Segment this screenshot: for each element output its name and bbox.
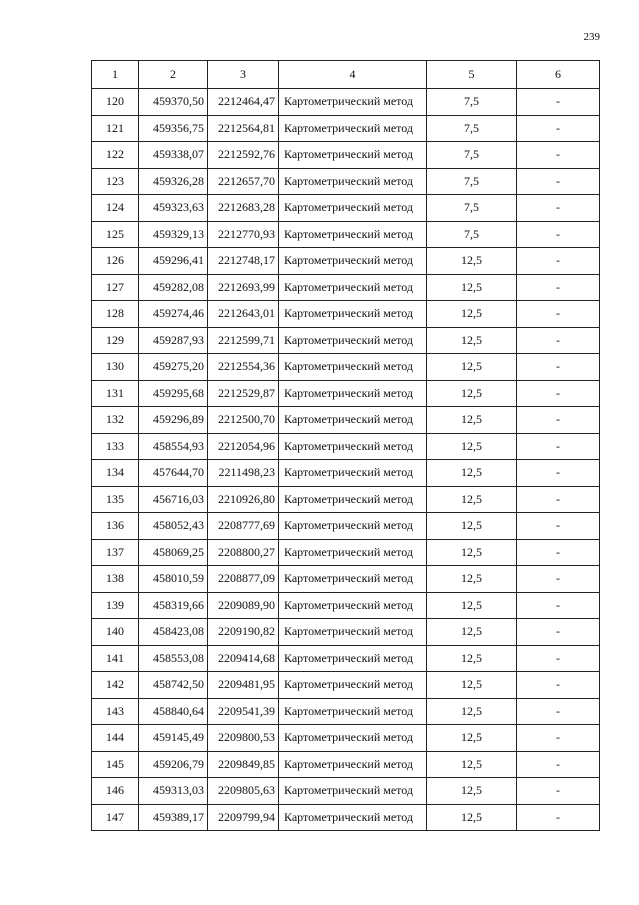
x-coordinate-cell: 459323,63 bbox=[139, 195, 208, 222]
note-cell: - bbox=[517, 751, 600, 778]
method-cell: Картометрический метод bbox=[279, 486, 427, 513]
x-coordinate-cell: 458742,50 bbox=[139, 672, 208, 699]
accuracy-cell: 7,5 bbox=[427, 142, 517, 169]
method-cell: Картометрический метод bbox=[279, 566, 427, 593]
method-cell: Картометрический метод bbox=[279, 645, 427, 672]
y-coordinate-cell: 2212599,71 bbox=[208, 327, 279, 354]
point-number-cell: 131 bbox=[92, 380, 139, 407]
note-cell: - bbox=[517, 672, 600, 699]
y-coordinate-cell: 2212770,93 bbox=[208, 221, 279, 248]
table-row bbox=[92, 274, 600, 301]
point-number-cell: 127 bbox=[92, 274, 139, 301]
table-row bbox=[92, 698, 600, 725]
x-coordinate-cell: 458010,59 bbox=[139, 566, 208, 593]
y-coordinate-cell: 2209190,82 bbox=[208, 619, 279, 646]
note-cell: - bbox=[517, 725, 600, 752]
point-number-cell: 133 bbox=[92, 433, 139, 460]
note-cell: - bbox=[517, 221, 600, 248]
note-cell: - bbox=[517, 433, 600, 460]
point-number-cell: 138 bbox=[92, 566, 139, 593]
x-coordinate-cell: 459145,49 bbox=[139, 725, 208, 752]
accuracy-cell: 12,5 bbox=[427, 592, 517, 619]
note-cell: - bbox=[517, 195, 600, 222]
method-cell: Картометрический метод bbox=[279, 751, 427, 778]
y-coordinate-cell: 2209541,39 bbox=[208, 698, 279, 725]
note-cell: - bbox=[517, 592, 600, 619]
table-row bbox=[92, 513, 600, 540]
point-number-cell: 126 bbox=[92, 248, 139, 275]
table-row bbox=[92, 486, 600, 513]
table-row bbox=[92, 195, 600, 222]
note-cell: - bbox=[517, 407, 600, 434]
method-cell: Картометрический метод bbox=[279, 380, 427, 407]
method-cell: Картометрический метод bbox=[279, 142, 427, 169]
note-cell: - bbox=[517, 327, 600, 354]
note-cell: - bbox=[517, 354, 600, 381]
table-row bbox=[92, 645, 600, 672]
point-number-cell: 130 bbox=[92, 354, 139, 381]
point-number-cell: 145 bbox=[92, 751, 139, 778]
method-cell: Картометрический метод bbox=[279, 804, 427, 831]
y-coordinate-cell: 2209849,85 bbox=[208, 751, 279, 778]
note-cell: - bbox=[517, 460, 600, 487]
point-number-cell: 122 bbox=[92, 142, 139, 169]
point-number-cell: 123 bbox=[92, 168, 139, 195]
point-number-cell: 142 bbox=[92, 672, 139, 699]
method-cell: Картометрический метод bbox=[279, 592, 427, 619]
point-number-cell: 141 bbox=[92, 645, 139, 672]
table-row bbox=[92, 142, 600, 169]
y-coordinate-cell: 2212592,76 bbox=[208, 142, 279, 169]
point-number-cell: 125 bbox=[92, 221, 139, 248]
method-cell: Картометрический метод bbox=[279, 301, 427, 328]
x-coordinate-cell: 459389,17 bbox=[139, 804, 208, 831]
accuracy-cell: 12,5 bbox=[427, 566, 517, 593]
page-number: 239 bbox=[583, 31, 600, 43]
x-coordinate-cell: 459287,93 bbox=[139, 327, 208, 354]
table-row bbox=[92, 778, 600, 805]
method-cell: Картометрический метод bbox=[279, 407, 427, 434]
accuracy-cell: 12,5 bbox=[427, 380, 517, 407]
accuracy-cell: 7,5 bbox=[427, 168, 517, 195]
accuracy-cell: 12,5 bbox=[427, 274, 517, 301]
header-cell-col6: 6 bbox=[517, 61, 600, 89]
note-cell: - bbox=[517, 274, 600, 301]
accuracy-cell: 7,5 bbox=[427, 195, 517, 222]
x-coordinate-cell: 459296,41 bbox=[139, 248, 208, 275]
point-number-cell: 128 bbox=[92, 301, 139, 328]
y-coordinate-cell: 2212529,87 bbox=[208, 380, 279, 407]
note-cell: - bbox=[517, 486, 600, 513]
accuracy-cell: 12,5 bbox=[427, 672, 517, 699]
method-cell: Картометрический метод bbox=[279, 354, 427, 381]
table-row bbox=[92, 89, 600, 116]
note-cell: - bbox=[517, 301, 600, 328]
table-row bbox=[92, 407, 600, 434]
table-row bbox=[92, 566, 600, 593]
y-coordinate-cell: 2210926,80 bbox=[208, 486, 279, 513]
note-cell: - bbox=[517, 115, 600, 142]
coordinates-table bbox=[91, 60, 600, 831]
y-coordinate-cell: 2212683,28 bbox=[208, 195, 279, 222]
y-coordinate-cell: 2212643,01 bbox=[208, 301, 279, 328]
x-coordinate-cell: 459356,75 bbox=[139, 115, 208, 142]
y-coordinate-cell: 2212554,36 bbox=[208, 354, 279, 381]
x-coordinate-cell: 457644,70 bbox=[139, 460, 208, 487]
y-coordinate-cell: 2209481,95 bbox=[208, 672, 279, 699]
note-cell: - bbox=[517, 645, 600, 672]
x-coordinate-cell: 459313,03 bbox=[139, 778, 208, 805]
table-row bbox=[92, 380, 600, 407]
accuracy-cell: 12,5 bbox=[427, 513, 517, 540]
x-coordinate-cell: 459282,08 bbox=[139, 274, 208, 301]
method-cell: Картометрический метод bbox=[279, 778, 427, 805]
y-coordinate-cell: 2212464,47 bbox=[208, 89, 279, 116]
accuracy-cell: 12,5 bbox=[427, 248, 517, 275]
point-number-cell: 134 bbox=[92, 460, 139, 487]
accuracy-cell: 12,5 bbox=[427, 327, 517, 354]
point-number-cell: 124 bbox=[92, 195, 139, 222]
table-row bbox=[92, 248, 600, 275]
y-coordinate-cell: 2208877,09 bbox=[208, 566, 279, 593]
point-number-cell: 120 bbox=[92, 89, 139, 116]
accuracy-cell: 7,5 bbox=[427, 221, 517, 248]
x-coordinate-cell: 458840,64 bbox=[139, 698, 208, 725]
accuracy-cell: 12,5 bbox=[427, 407, 517, 434]
method-cell: Картометрический метод bbox=[279, 221, 427, 248]
point-number-cell: 137 bbox=[92, 539, 139, 566]
accuracy-cell: 12,5 bbox=[427, 698, 517, 725]
x-coordinate-cell: 458554,93 bbox=[139, 433, 208, 460]
accuracy-cell: 12,5 bbox=[427, 539, 517, 566]
x-coordinate-cell: 458319,66 bbox=[139, 592, 208, 619]
method-cell: Картометрический метод bbox=[279, 89, 427, 116]
method-cell: Картометрический метод bbox=[279, 460, 427, 487]
note-cell: - bbox=[517, 89, 600, 116]
x-coordinate-cell: 458052,43 bbox=[139, 513, 208, 540]
method-cell: Картометрический метод bbox=[279, 539, 427, 566]
table-row bbox=[92, 327, 600, 354]
header-cell-col5: 5 bbox=[427, 61, 517, 89]
header-cell-col4: 4 bbox=[279, 61, 427, 89]
note-cell: - bbox=[517, 539, 600, 566]
method-cell: Картометрический метод bbox=[279, 513, 427, 540]
y-coordinate-cell: 2209799,94 bbox=[208, 804, 279, 831]
point-number-cell: 147 bbox=[92, 804, 139, 831]
method-cell: Картометрический метод bbox=[279, 698, 427, 725]
point-number-cell: 144 bbox=[92, 725, 139, 752]
header-cell-col1: 1 bbox=[92, 61, 139, 89]
y-coordinate-cell: 2209414,68 bbox=[208, 645, 279, 672]
accuracy-cell: 12,5 bbox=[427, 645, 517, 672]
point-number-cell: 146 bbox=[92, 778, 139, 805]
point-number-cell: 129 bbox=[92, 327, 139, 354]
note-cell: - bbox=[517, 698, 600, 725]
y-coordinate-cell: 2211498,23 bbox=[208, 460, 279, 487]
accuracy-cell: 12,5 bbox=[427, 354, 517, 381]
y-coordinate-cell: 2209805,63 bbox=[208, 778, 279, 805]
table-row bbox=[92, 460, 600, 487]
accuracy-cell: 12,5 bbox=[427, 301, 517, 328]
note-cell: - bbox=[517, 168, 600, 195]
method-cell: Картометрический метод bbox=[279, 672, 427, 699]
accuracy-cell: 7,5 bbox=[427, 89, 517, 116]
note-cell: - bbox=[517, 380, 600, 407]
note-cell: - bbox=[517, 778, 600, 805]
point-number-cell: 140 bbox=[92, 619, 139, 646]
header-cell-col2: 2 bbox=[139, 61, 208, 89]
point-number-cell: 121 bbox=[92, 115, 139, 142]
table-row bbox=[92, 804, 600, 831]
x-coordinate-cell: 456716,03 bbox=[139, 486, 208, 513]
method-cell: Картометрический метод bbox=[279, 327, 427, 354]
header-cell-col3: 3 bbox=[208, 61, 279, 89]
accuracy-cell: 12,5 bbox=[427, 433, 517, 460]
method-cell: Картометрический метод bbox=[279, 168, 427, 195]
method-cell: Картометрический метод bbox=[279, 195, 427, 222]
accuracy-cell: 12,5 bbox=[427, 804, 517, 831]
table-row bbox=[92, 221, 600, 248]
y-coordinate-cell: 2212564,81 bbox=[208, 115, 279, 142]
method-cell: Картометрический метод bbox=[279, 433, 427, 460]
y-coordinate-cell: 2212657,70 bbox=[208, 168, 279, 195]
point-number-cell: 136 bbox=[92, 513, 139, 540]
table-row bbox=[92, 168, 600, 195]
accuracy-cell: 12,5 bbox=[427, 486, 517, 513]
note-cell: - bbox=[517, 566, 600, 593]
x-coordinate-cell: 459338,07 bbox=[139, 142, 208, 169]
note-cell: - bbox=[517, 804, 600, 831]
x-coordinate-cell: 459206,79 bbox=[139, 751, 208, 778]
method-cell: Картометрический метод bbox=[279, 274, 427, 301]
table-row bbox=[92, 115, 600, 142]
x-coordinate-cell: 459326,28 bbox=[139, 168, 208, 195]
table-row bbox=[92, 539, 600, 566]
accuracy-cell: 12,5 bbox=[427, 778, 517, 805]
table-row bbox=[92, 354, 600, 381]
accuracy-cell: 12,5 bbox=[427, 725, 517, 752]
y-coordinate-cell: 2212054,96 bbox=[208, 433, 279, 460]
accuracy-cell: 12,5 bbox=[427, 751, 517, 778]
y-coordinate-cell: 2212748,17 bbox=[208, 248, 279, 275]
table-body bbox=[92, 61, 600, 831]
accuracy-cell: 12,5 bbox=[427, 619, 517, 646]
y-coordinate-cell: 2212693,99 bbox=[208, 274, 279, 301]
x-coordinate-cell: 458423,08 bbox=[139, 619, 208, 646]
accuracy-cell: 12,5 bbox=[427, 460, 517, 487]
x-coordinate-cell: 459370,50 bbox=[139, 89, 208, 116]
table-row bbox=[92, 301, 600, 328]
x-coordinate-cell: 459275,20 bbox=[139, 354, 208, 381]
point-number-cell: 143 bbox=[92, 698, 139, 725]
note-cell: - bbox=[517, 513, 600, 540]
note-cell: - bbox=[517, 248, 600, 275]
table-header-row bbox=[92, 61, 600, 89]
accuracy-cell: 7,5 bbox=[427, 115, 517, 142]
table-row bbox=[92, 751, 600, 778]
method-cell: Картометрический метод bbox=[279, 115, 427, 142]
y-coordinate-cell: 2209089,90 bbox=[208, 592, 279, 619]
method-cell: Картометрический метод bbox=[279, 725, 427, 752]
point-number-cell: 132 bbox=[92, 407, 139, 434]
y-coordinate-cell: 2208800,27 bbox=[208, 539, 279, 566]
method-cell: Картометрический метод bbox=[279, 619, 427, 646]
table-row bbox=[92, 672, 600, 699]
point-number-cell: 139 bbox=[92, 592, 139, 619]
x-coordinate-cell: 459295,68 bbox=[139, 380, 208, 407]
x-coordinate-cell: 458553,08 bbox=[139, 645, 208, 672]
x-coordinate-cell: 458069,25 bbox=[139, 539, 208, 566]
note-cell: - bbox=[517, 142, 600, 169]
y-coordinate-cell: 2212500,70 bbox=[208, 407, 279, 434]
y-coordinate-cell: 2208777,69 bbox=[208, 513, 279, 540]
table-row bbox=[92, 433, 600, 460]
x-coordinate-cell: 459296,89 bbox=[139, 407, 208, 434]
table-row bbox=[92, 592, 600, 619]
note-cell: - bbox=[517, 619, 600, 646]
point-number-cell: 135 bbox=[92, 486, 139, 513]
table-row bbox=[92, 725, 600, 752]
table-row bbox=[92, 619, 600, 646]
method-cell: Картометрический метод bbox=[279, 248, 427, 275]
y-coordinate-cell: 2209800,53 bbox=[208, 725, 279, 752]
x-coordinate-cell: 459329,13 bbox=[139, 221, 208, 248]
x-coordinate-cell: 459274,46 bbox=[139, 301, 208, 328]
